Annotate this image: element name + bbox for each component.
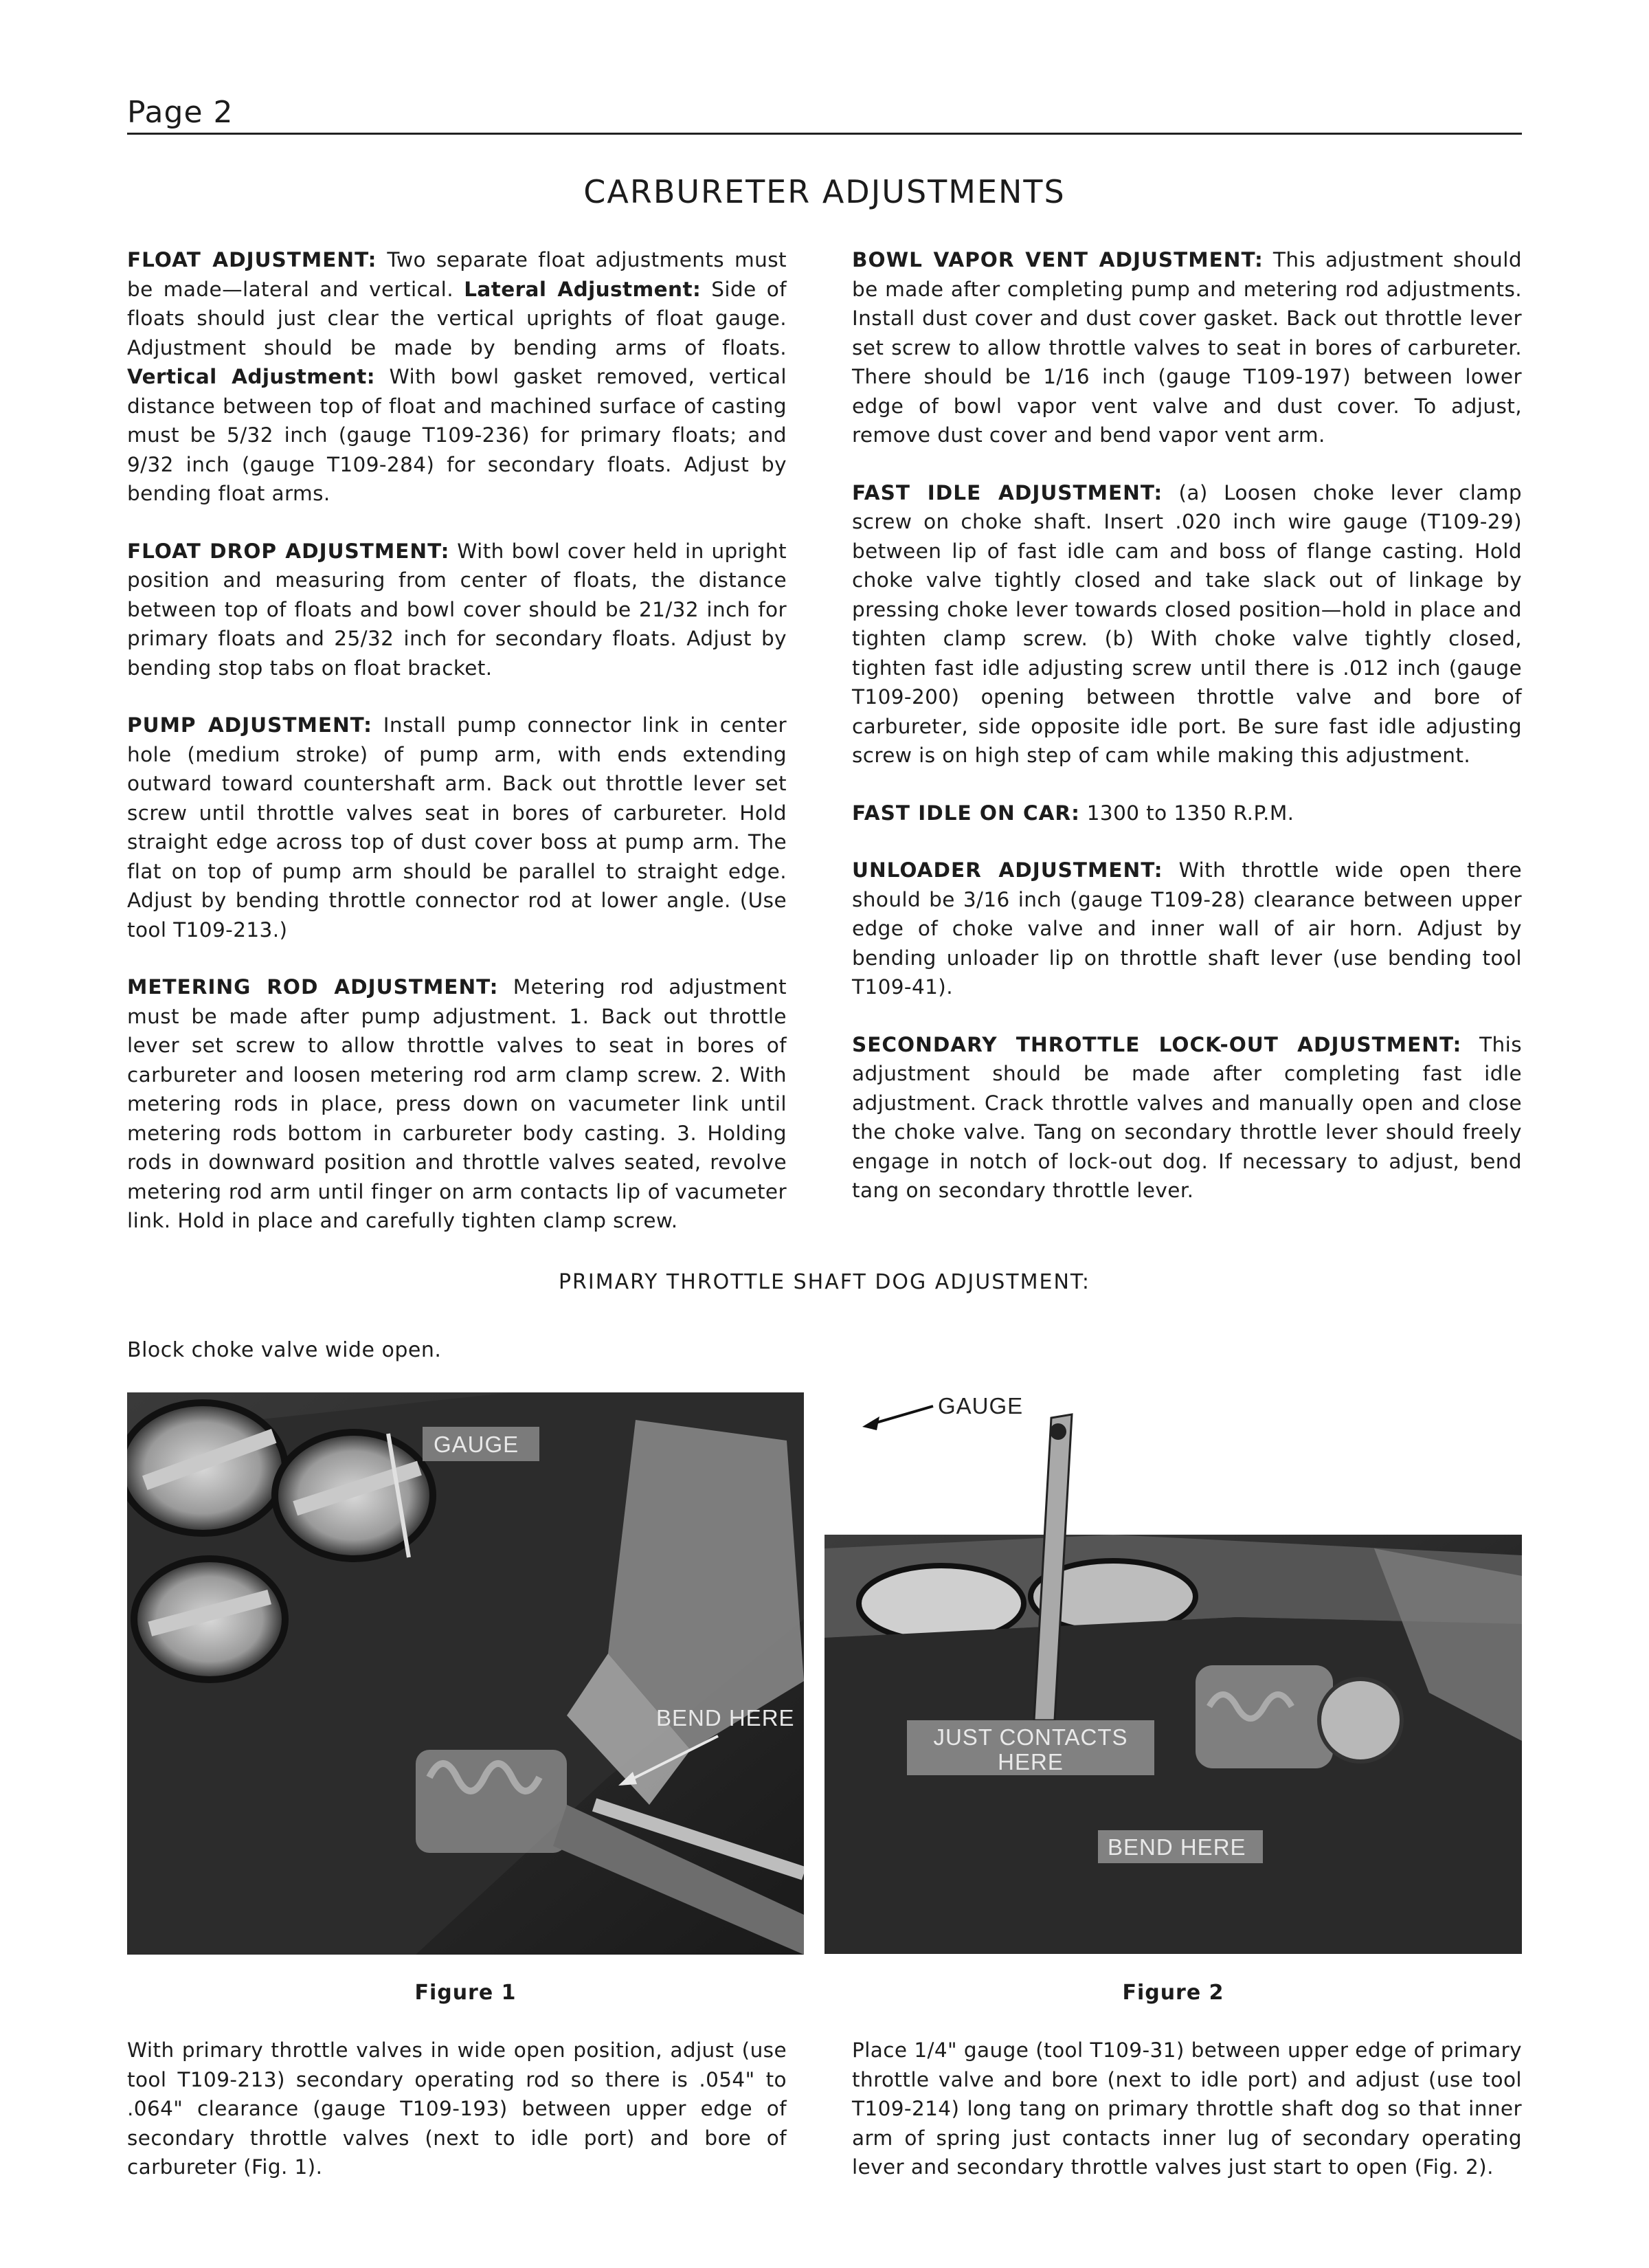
figure-2-label-here: HERE [998, 1749, 1064, 1775]
section-heading-unloader: UNLOADER ADJUSTMENT: [852, 858, 1163, 882]
float-adjustment-paragraph: FLOAT ADJUSTMENT: Two separate float adjustments must be made—lateral and vertical. Lateral Adjustment: Side of floats should just clear the vertical uprights of float gauge. Adjustment should be made by bending arms of floats. Vertical Adjustment: With bowl gasket removed, vertical distance between top of float and machined surface of casting must be 5/32 inch (gauge T109-236) for primary floats; and 9/32 inch (gauge T109-284) for secondary floats. Adjust by bending float arms. [127, 248, 787, 505]
section-heading-fast-idle-on-car: FAST IDLE ON CAR: [852, 801, 1080, 825]
page-number: Page 2 [127, 95, 234, 130]
section-heading-float-drop: FLOAT DROP ADJUSTMENT: [127, 539, 450, 563]
section-heading-secondary-lockout: SECONDARY THROTTLE LOCK-OUT ADJUSTMENT: [852, 1032, 1462, 1056]
figure-1-description: With primary throttle valves in wide open position, adjust (use tool T109-213) secondary operating rod so there is .054" to .064" clearance (gauge T109-193) between upper edge of secondary throttle valves (next to idle port) and bore of carbureter (Fig. 1). [127, 2038, 787, 2179]
figure-1-photo [127, 1392, 804, 1955]
right-column [852, 245, 1522, 1234]
metering-rod-paragraph: METERING ROD ADJUSTMENT: Metering rod adjustment must be made after pump adjustment. 1. Back out throttle lever set screw to allow throttle valves to seat in bores of carbureter and loosen metering rod arm clamp screw. 2. With metering rods in place, press down on vacumeter link until metering rods bottom in carbureter body casting. 3. Holding rods in downward position and throttle valves seated, revolve metering rod arm until finger on arm contacts lip of vacumeter link. Hold in place and carefully tighten clamp screw. [127, 975, 787, 1232]
bowl-vapor-vent-paragraph: BOWL VAPOR VENT ADJUSTMENT: This adjustment should be made after completing pump and metering rod adjustments. Install dust cover and dust cover gasket. Back out throttle lever set screw to allow throttle valves to seat in bores of carbureter. There should be 1/16 inch (gauge T109-197) between lower edge of bowl vapor vent valve and dust cover. To adjust, remove dust cover and bend vapor vent arm. [852, 248, 1522, 447]
section-heading-bowl-vapor-vent: BOWL VAPOR VENT ADJUSTMENT: [852, 248, 1264, 271]
section-heading-float: FLOAT ADJUSTMENT: [127, 248, 377, 271]
figure-2-caption: Figure 2 [1122, 1981, 1224, 2005]
figure-2-label-just-contacts: JUST CONTACTS [933, 1724, 1128, 1750]
unloader-paragraph: UNLOADER ADJUSTMENT: With throttle wide open there should be 3/16 inch (gauge T109-28) clearance between upper edge of choke valve and inner wall of air horn. Adjust by bending unloader lip on throttle shaft lever (use bending tool T109-41). [852, 858, 1522, 999]
pump-adjustment-paragraph: PUMP ADJUSTMENT: Install pump connector link in center hole (medium stroke) of pump arm, with ends extending outward toward countershaft arm. Back out throttle lever set screw until throttle valves seat in bores of carbureter. Hold straight edge across top of dust cover boss at pump arm. The flat on top of pump arm should be parallel to straight edge. Adjust by bending throttle connector rod at lower angle. (Use tool T109-213.) [127, 713, 787, 942]
figure-1-label-bend-here: BEND HERE [656, 1705, 795, 1731]
figure-2-label-bend-here: BEND HERE [1108, 1834, 1246, 1860]
left-column [127, 245, 787, 1264]
section-heading-metering-rod: METERING ROD ADJUSTMENT: [127, 975, 499, 999]
float-drop-paragraph: FLOAT DROP ADJUSTMENT: With bowl cover held in upright position and measuring from center of floats, the distance between top of floats and bowl cover should be 21/32 inch for primary floats and 25/32 inch for secondary floats. Adjust by bending stop tabs on float bracket. [127, 539, 787, 680]
sub-heading-lateral: Lateral Adjustment: [464, 277, 702, 301]
figure-2-description: Place 1/4" gauge (tool T109-31) between upper edge of primary throttle valve and bore (next to idle port) and adjust (use tool T109-214) long tang on primary throttle shaft dog so that inner arm of spring just contacts inner lug of secondary operating lever and secondary throttle valves just start to open (Fig. 2). [852, 2038, 1522, 2179]
block-choke-note: Block choke valve wide open. [127, 1338, 442, 1362]
header-rule [127, 133, 1522, 135]
section-heading-fast-idle: FAST IDLE ADJUSTMENT: [852, 480, 1163, 504]
figure-2-photo [824, 1393, 1522, 1954]
fast-idle-paragraph: FAST IDLE ADJUSTMENT: (a) Loosen choke lever clamp screw on choke shaft. Insert .020 inch wire gauge (T109-29) between lip of fast idle cam and boss of flange casting. Hold choke valve tightly closed and take slack out of linkage by pressing choke lever towards closed position—hold in place and tighten clamp screw. (b) With choke valve tightly closed, tighten fast idle adjusting screw until there is .012 inch (gauge T109-200) opening between throttle valve and bore of carbureter, side opposite idle port. Be sure fast idle adjusting screw is on high step of cam while making this adjustment. [852, 480, 1522, 767]
primary-throttle-dog-heading: PRIMARY THROTTLE SHAFT DOG ADJUSTMENT: [558, 1270, 1091, 1294]
section-heading-pump: PUMP ADJUSTMENT: [127, 713, 372, 737]
sub-heading-vertical: Vertical Adjustment: [127, 365, 375, 388]
secondary-lockout-paragraph: SECONDARY THROTTLE LOCK-OUT ADJUSTMENT: This adjustment should be made after completing fast idle adjustment. Crack throttle valves and manually open and close the choke valve. Tang on secondary throttle lever should freely engage in notch of lock-out dog. If necessary to adjust, bend tang on secondary throttle lever. [852, 1032, 1522, 1202]
figure-1-label-gauge: GAUGE [434, 1432, 519, 1457]
page-title: CARBURETER ADJUSTMENTS [583, 173, 1066, 210]
figure-1-caption: Figure 1 [414, 1981, 517, 2005]
fast-idle-on-car-paragraph: FAST IDLE ON CAR: 1300 to 1350 R.P.M. [852, 801, 1294, 825]
figure-2-label-gauge: GAUGE [938, 1393, 1024, 1419]
